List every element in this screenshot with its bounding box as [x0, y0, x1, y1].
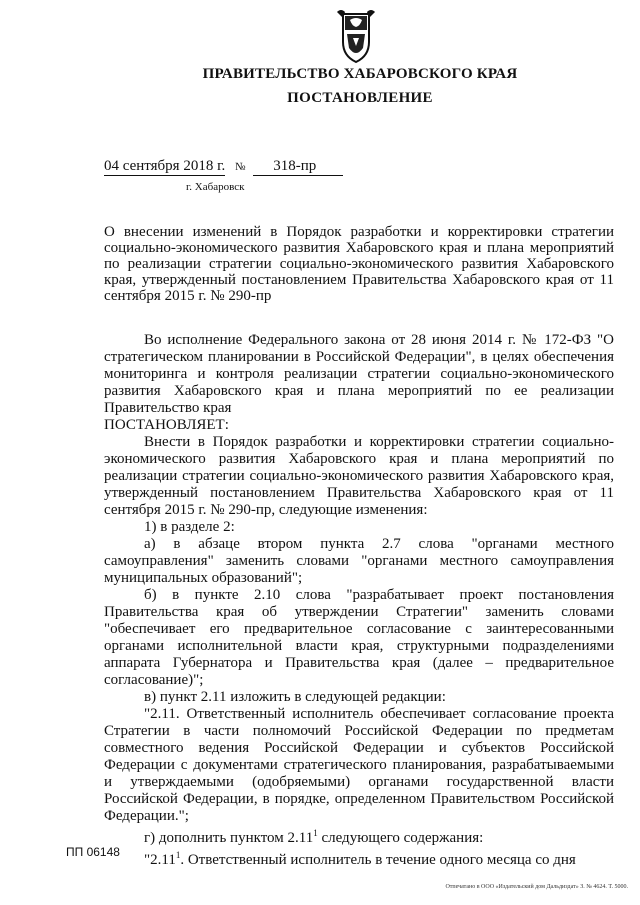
superscript: 1: [313, 828, 318, 838]
body-paragraph: Во исполнение Федерального закона от 28 июня 2014 г. № 172-ФЗ "О стратегическом планировании в Российской Федерации", в целях обеспечения мониторинга и контроля реализации стратегии социально-экономического развития Хабаровского края и плана мероприятий по ее реализации Правительство края: [104, 332, 614, 416]
body-text-fragment: следующего содержания:: [317, 830, 484, 846]
body-text-fragment: "2.11: [144, 852, 176, 868]
body-paragraph: "2.11. Ответственный исполнитель обеспечивает согласование проекта Стратегии в части полномочий Российской Федерации по предметам совместного ведения Российской Федерации и субъектов Российской Федерации с документами стратегического планирования, разрабатываемыми и утверждаемыми (одобряемыми) органами государственной власти Российской Федерации, в порядке, определенном Правительством Российской Федерации.";: [104, 706, 614, 824]
document-city: г. Хабаровск: [186, 181, 245, 193]
body-paragraph: б) в пункте 2.10 слова "разрабатывает проект постановления Правительства края об утверждении Стратегии" заменить словами "обеспечивает его предварительное согласование с заинтересованными органами исполнительной власти края, структурными подразделениями аппарата Губернатора и Правительства края (далее – предварительное согласование)";: [104, 587, 614, 688]
government-title: ПРАВИТЕЛЬСТВО ХАБАРОВСКОГО КРАЯ: [202, 66, 518, 82]
document-date: 04 сентября 2018 г.: [104, 158, 226, 174]
document-type: ПОСТАНОВЛЕНИЕ: [287, 90, 433, 106]
number-label: №: [235, 161, 246, 173]
footer-code: ПП 06148: [66, 845, 120, 859]
body-paragraph: а) в абзаце втором пункта 2.7 слова "органами местного самоуправления" заменить словами "органами местного самоуправления муниципальных образований";: [104, 536, 614, 586]
body-paragraph: Внести в Порядок разработки и корректировки стратегии социально-экономического развития Хабаровского края и плана мероприятий по реализации стратегии социально-экономического развития Хабаровского края, утвержденный постановлением Правительства Хабаровского края от 11 сентября 2015 г. № 290-пр, следующие изменения:: [104, 434, 614, 518]
body-paragraph: 1) в разделе 2:: [144, 519, 235, 535]
body-paragraph: [104, 825, 614, 847]
body-text-fragment: . Ответственный исполнитель в течение одного месяца со дня: [180, 852, 576, 868]
body-paragraph: [104, 847, 614, 869]
superscript: 1: [175, 850, 181, 860]
body-resolution-word: ПОСТАНОВЛЯЕТ:: [104, 417, 229, 433]
body-text-fragment: г) дополнить пунктом 2.11: [144, 830, 314, 846]
printer-note: Отпечатано в ООО «Издательский дом Дальдиздат» З. № 4624. Т. 5000.: [445, 884, 628, 890]
coat-of-arms-icon: [333, 8, 379, 64]
document-number: 318-пр: [253, 158, 343, 176]
body-paragraph: в) пункт 2.11 изложить в следующей редакции:: [144, 689, 446, 705]
document-subject: О внесении изменений в Порядок разработки и корректировки стратегии социально-экономического развития Хабаровского края и плана мероприятий по реализации стратегии социально-экономического развития Хабаровского края, утвержденный постановлением Правительства Хабаровского края от 11 сентября 2015 г. № 290-пр: [104, 224, 614, 304]
date-number-line: [104, 158, 336, 176]
document-body: [104, 332, 614, 869]
